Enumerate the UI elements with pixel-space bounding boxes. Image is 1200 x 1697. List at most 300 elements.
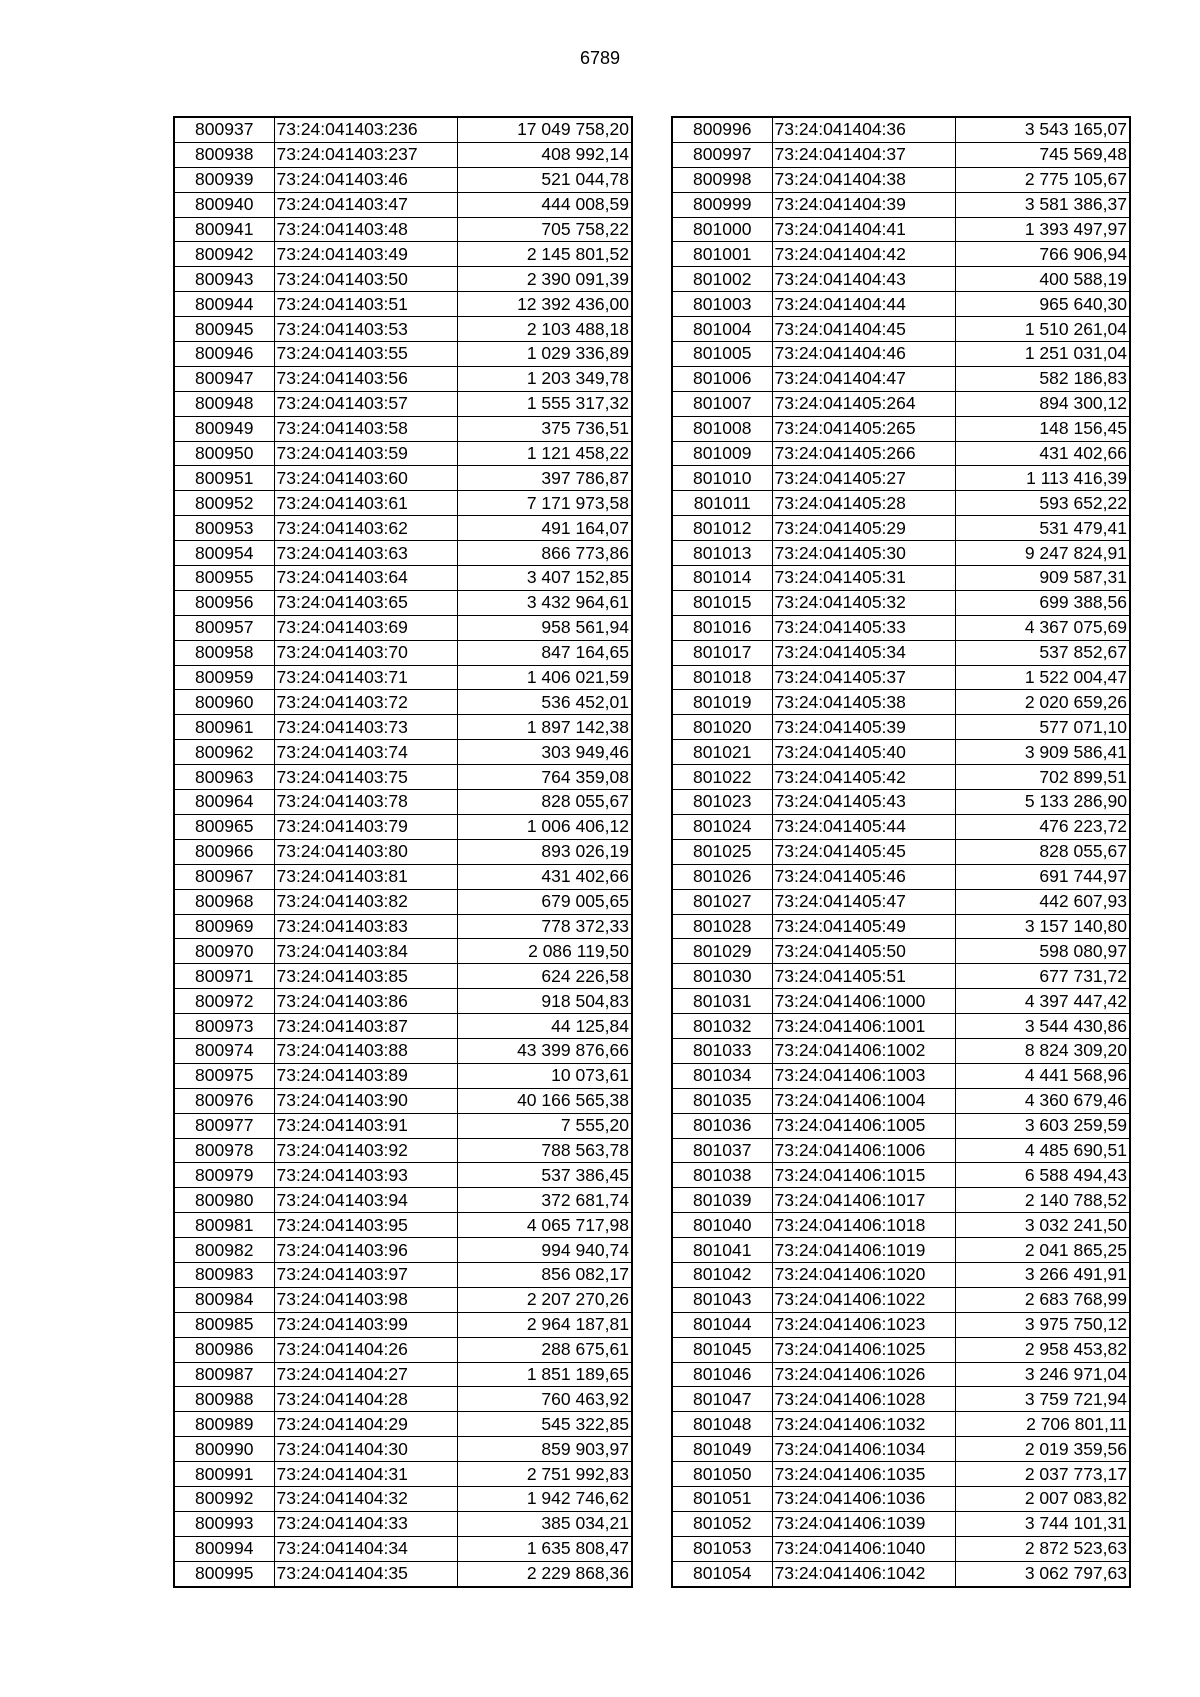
value-cell: 677 731,72 bbox=[955, 964, 1130, 989]
cadastral-number-cell: 73:24:041406:1025 bbox=[772, 1337, 955, 1362]
value-cell: 1 510 261,04 bbox=[955, 317, 1130, 342]
value-cell: 828 055,67 bbox=[457, 790, 632, 815]
row-number-cell: 800976 bbox=[174, 1088, 274, 1113]
value-cell: 2 037 773,17 bbox=[955, 1462, 1130, 1487]
value-cell: 3 157 140,80 bbox=[955, 914, 1130, 939]
row-number-cell: 800987 bbox=[174, 1362, 274, 1387]
table-row bbox=[174, 989, 632, 1014]
cadastral-number-cell: 73:24:041406:1028 bbox=[772, 1387, 955, 1412]
table-row bbox=[672, 1014, 1130, 1039]
table-row bbox=[174, 1536, 632, 1561]
cadastral-number-cell: 73:24:041405:45 bbox=[772, 839, 955, 864]
table-row bbox=[174, 1188, 632, 1213]
row-number-cell: 800998 bbox=[672, 167, 772, 192]
row-number-cell: 801019 bbox=[672, 690, 772, 715]
row-number-cell: 800968 bbox=[174, 889, 274, 914]
row-number-cell: 800967 bbox=[174, 864, 274, 889]
row-number-cell: 801048 bbox=[672, 1412, 772, 1437]
value-cell: 1 635 808,47 bbox=[457, 1536, 632, 1561]
row-number-cell: 800962 bbox=[174, 740, 274, 765]
cadastral-number-cell: 73:24:041405:33 bbox=[772, 615, 955, 640]
value-cell: 766 906,94 bbox=[955, 242, 1130, 267]
value-cell: 3 544 430,86 bbox=[955, 1014, 1130, 1039]
cadastral-number-cell: 73:24:041405:44 bbox=[772, 814, 955, 839]
cadastral-number-cell: 73:24:041403:93 bbox=[274, 1163, 457, 1188]
cadastral-number-cell: 73:24:041405:37 bbox=[772, 665, 955, 690]
value-cell: 3 543 165,07 bbox=[955, 117, 1130, 142]
table-row bbox=[672, 1312, 1130, 1337]
value-cell: 958 561,94 bbox=[457, 615, 632, 640]
row-number-cell: 801010 bbox=[672, 466, 772, 491]
registry-table-right bbox=[671, 116, 1131, 1588]
row-number-cell: 800970 bbox=[174, 939, 274, 964]
table-row bbox=[672, 939, 1130, 964]
table-row bbox=[174, 914, 632, 939]
registry-table-left bbox=[173, 116, 633, 1588]
row-number-cell: 801039 bbox=[672, 1188, 772, 1213]
row-number-cell: 801037 bbox=[672, 1138, 772, 1163]
cadastral-number-cell: 73:24:041403:51 bbox=[274, 292, 457, 317]
value-cell: 2 019 359,56 bbox=[955, 1437, 1130, 1462]
table-row bbox=[672, 466, 1130, 491]
row-number-cell: 801033 bbox=[672, 1038, 772, 1063]
cadastral-number-cell: 73:24:041404:32 bbox=[274, 1486, 457, 1511]
value-cell: 1 029 336,89 bbox=[457, 342, 632, 367]
cadastral-number-cell: 73:24:041403:69 bbox=[274, 615, 457, 640]
value-cell: 909 587,31 bbox=[955, 566, 1130, 591]
cadastral-number-cell: 73:24:041403:71 bbox=[274, 665, 457, 690]
row-number-cell: 801007 bbox=[672, 391, 772, 416]
cadastral-number-cell: 73:24:041403:49 bbox=[274, 242, 457, 267]
row-number-cell: 801047 bbox=[672, 1387, 772, 1412]
value-cell: 4 485 690,51 bbox=[955, 1138, 1130, 1163]
table-row bbox=[672, 839, 1130, 864]
value-cell: 2 145 801,52 bbox=[457, 242, 632, 267]
cadastral-number-cell: 73:24:041403:83 bbox=[274, 914, 457, 939]
cadastral-number-cell: 73:24:041403:82 bbox=[274, 889, 457, 914]
row-number-cell: 800963 bbox=[174, 765, 274, 790]
row-number-cell: 801005 bbox=[672, 342, 772, 367]
cadastral-number-cell: 73:24:041403:73 bbox=[274, 715, 457, 740]
value-cell: 859 903,97 bbox=[457, 1437, 632, 1462]
value-cell: 536 452,01 bbox=[457, 690, 632, 715]
table-row bbox=[672, 441, 1130, 466]
row-number-cell: 800945 bbox=[174, 317, 274, 342]
table-row bbox=[672, 715, 1130, 740]
value-cell: 2 775 105,67 bbox=[955, 167, 1130, 192]
table-row bbox=[174, 491, 632, 516]
row-number-cell: 800992 bbox=[174, 1486, 274, 1511]
table-row bbox=[174, 640, 632, 665]
table-row bbox=[672, 665, 1130, 690]
value-cell: 1 522 004,47 bbox=[955, 665, 1130, 690]
value-cell: 847 164,65 bbox=[457, 640, 632, 665]
table-row bbox=[174, 1462, 632, 1487]
cadastral-number-cell: 73:24:041404:42 bbox=[772, 242, 955, 267]
cadastral-number-cell: 73:24:041403:50 bbox=[274, 267, 457, 292]
cadastral-number-cell: 73:24:041403:81 bbox=[274, 864, 457, 889]
value-cell: 778 372,33 bbox=[457, 914, 632, 939]
table-row bbox=[174, 864, 632, 889]
cadastral-number-cell: 73:24:041406:1039 bbox=[772, 1511, 955, 1536]
value-cell: 2 706 801,11 bbox=[955, 1412, 1130, 1437]
cadastral-number-cell: 73:24:041403:70 bbox=[274, 640, 457, 665]
row-number-cell: 801001 bbox=[672, 242, 772, 267]
row-number-cell: 800954 bbox=[174, 541, 274, 566]
value-cell: 9 247 824,91 bbox=[955, 541, 1130, 566]
row-number-cell: 800971 bbox=[174, 964, 274, 989]
row-number-cell: 801036 bbox=[672, 1113, 772, 1138]
cadastral-number-cell: 73:24:041405:42 bbox=[772, 765, 955, 790]
value-cell: 44 125,84 bbox=[457, 1014, 632, 1039]
row-number-cell: 800985 bbox=[174, 1312, 274, 1337]
row-number-cell: 801040 bbox=[672, 1213, 772, 1238]
table-row bbox=[672, 989, 1130, 1014]
value-cell: 442 607,93 bbox=[955, 889, 1130, 914]
value-cell: 148 156,45 bbox=[955, 416, 1130, 441]
table-row bbox=[672, 242, 1130, 267]
row-number-cell: 800956 bbox=[174, 590, 274, 615]
cadastral-number-cell: 73:24:041404:36 bbox=[772, 117, 955, 142]
row-number-cell: 801017 bbox=[672, 640, 772, 665]
cadastral-number-cell: 73:24:041406:1015 bbox=[772, 1163, 955, 1188]
row-number-cell: 801042 bbox=[672, 1262, 772, 1287]
row-number-cell: 801021 bbox=[672, 740, 772, 765]
table-row bbox=[672, 267, 1130, 292]
table-row bbox=[672, 690, 1130, 715]
cadastral-number-cell: 73:24:041404:26 bbox=[274, 1337, 457, 1362]
cadastral-number-cell: 73:24:041405:264 bbox=[772, 391, 955, 416]
cadastral-number-cell: 73:24:041405:34 bbox=[772, 640, 955, 665]
value-cell: 2 103 488,18 bbox=[457, 317, 632, 342]
cadastral-number-cell: 73:24:041406:1001 bbox=[772, 1014, 955, 1039]
cadastral-number-cell: 73:24:041404:28 bbox=[274, 1387, 457, 1412]
table-row bbox=[174, 964, 632, 989]
row-number-cell: 801006 bbox=[672, 366, 772, 391]
cadastral-number-cell: 73:24:041404:47 bbox=[772, 366, 955, 391]
table-row bbox=[672, 1511, 1130, 1536]
table-row bbox=[672, 1213, 1130, 1238]
value-cell: 3 432 964,61 bbox=[457, 590, 632, 615]
value-cell: 385 034,21 bbox=[457, 1511, 632, 1536]
row-number-cell: 801015 bbox=[672, 590, 772, 615]
table-row bbox=[174, 814, 632, 839]
cadastral-number-cell: 73:24:041405:30 bbox=[772, 541, 955, 566]
value-cell: 4 397 447,42 bbox=[955, 989, 1130, 1014]
value-cell: 2 207 270,26 bbox=[457, 1287, 632, 1312]
cadastral-number-cell: 73:24:041403:64 bbox=[274, 566, 457, 591]
cadastral-number-cell: 73:24:041403:80 bbox=[274, 839, 457, 864]
row-number-cell: 800993 bbox=[174, 1511, 274, 1536]
value-cell: 4 360 679,46 bbox=[955, 1088, 1130, 1113]
value-cell: 866 773,86 bbox=[457, 541, 632, 566]
value-cell: 3 032 241,50 bbox=[955, 1213, 1130, 1238]
value-cell: 1 555 317,32 bbox=[457, 391, 632, 416]
value-cell: 760 463,92 bbox=[457, 1387, 632, 1412]
row-number-cell: 800991 bbox=[174, 1462, 274, 1487]
cadastral-number-cell: 73:24:041405:49 bbox=[772, 914, 955, 939]
cadastral-number-cell: 73:24:041403:94 bbox=[274, 1188, 457, 1213]
row-number-cell: 800983 bbox=[174, 1262, 274, 1287]
value-cell: 3 581 386,37 bbox=[955, 192, 1130, 217]
table-row bbox=[174, 566, 632, 591]
value-cell: 431 402,66 bbox=[457, 864, 632, 889]
row-number-cell: 800952 bbox=[174, 491, 274, 516]
row-number-cell: 800981 bbox=[174, 1213, 274, 1238]
table-row bbox=[672, 1163, 1130, 1188]
table-row bbox=[174, 342, 632, 367]
row-number-cell: 800999 bbox=[672, 192, 772, 217]
cadastral-number-cell: 73:24:041404:41 bbox=[772, 217, 955, 242]
row-number-cell: 801008 bbox=[672, 416, 772, 441]
table-row bbox=[174, 1113, 632, 1138]
value-cell: 1 406 021,59 bbox=[457, 665, 632, 690]
page-number: 6789 bbox=[579, 48, 621, 68]
row-number-cell: 800957 bbox=[174, 615, 274, 640]
table-row bbox=[174, 192, 632, 217]
table-row bbox=[672, 1462, 1130, 1487]
row-number-cell: 800973 bbox=[174, 1014, 274, 1039]
table-row bbox=[174, 590, 632, 615]
cadastral-number-cell: 73:24:041406:1019 bbox=[772, 1238, 955, 1263]
cadastral-number-cell: 73:24:041403:74 bbox=[274, 740, 457, 765]
value-cell: 43 399 876,66 bbox=[457, 1038, 632, 1063]
cadastral-number-cell: 73:24:041405:266 bbox=[772, 441, 955, 466]
row-number-cell: 800958 bbox=[174, 640, 274, 665]
table-row bbox=[672, 765, 1130, 790]
table-row bbox=[174, 790, 632, 815]
row-number-cell: 801012 bbox=[672, 516, 772, 541]
table-row bbox=[174, 1262, 632, 1287]
cadastral-number-cell: 73:24:041406:1018 bbox=[772, 1213, 955, 1238]
cadastral-number-cell: 73:24:041405:27 bbox=[772, 466, 955, 491]
value-cell: 2 041 865,25 bbox=[955, 1238, 1130, 1263]
row-number-cell: 800951 bbox=[174, 466, 274, 491]
cadastral-number-cell: 73:24:041403:46 bbox=[274, 167, 457, 192]
table-row bbox=[672, 342, 1130, 367]
cadastral-number-cell: 73:24:041403:47 bbox=[274, 192, 457, 217]
value-cell: 1 121 458,22 bbox=[457, 441, 632, 466]
row-number-cell: 800942 bbox=[174, 242, 274, 267]
cadastral-number-cell: 73:24:041406:1032 bbox=[772, 1412, 955, 1437]
table-row bbox=[174, 267, 632, 292]
row-number-cell: 801014 bbox=[672, 566, 772, 591]
cadastral-number-cell: 73:24:041405:47 bbox=[772, 889, 955, 914]
table-row bbox=[174, 1038, 632, 1063]
value-cell: 1 942 746,62 bbox=[457, 1486, 632, 1511]
table-row bbox=[672, 1412, 1130, 1437]
table-row bbox=[672, 416, 1130, 441]
table-row bbox=[174, 740, 632, 765]
row-number-cell: 800964 bbox=[174, 790, 274, 815]
table-row bbox=[672, 217, 1130, 242]
cadastral-number-cell: 73:24:041405:265 bbox=[772, 416, 955, 441]
value-cell: 828 055,67 bbox=[955, 839, 1130, 864]
table-row bbox=[672, 1561, 1130, 1586]
cadastral-number-cell: 73:24:041406:1005 bbox=[772, 1113, 955, 1138]
table-row bbox=[672, 167, 1130, 192]
row-number-cell: 800941 bbox=[174, 217, 274, 242]
table-row bbox=[672, 1486, 1130, 1511]
cadastral-number-cell: 73:24:041404:39 bbox=[772, 192, 955, 217]
row-number-cell: 800939 bbox=[174, 167, 274, 192]
value-cell: 2 958 453,82 bbox=[955, 1337, 1130, 1362]
row-number-cell: 800948 bbox=[174, 391, 274, 416]
row-number-cell: 801053 bbox=[672, 1536, 772, 1561]
value-cell: 582 186,83 bbox=[955, 366, 1130, 391]
row-number-cell: 801046 bbox=[672, 1362, 772, 1387]
value-cell: 372 681,74 bbox=[457, 1188, 632, 1213]
table-row bbox=[672, 117, 1130, 142]
cadastral-number-cell: 73:24:041406:1004 bbox=[772, 1088, 955, 1113]
value-cell: 2 007 083,82 bbox=[955, 1486, 1130, 1511]
value-cell: 1 006 406,12 bbox=[457, 814, 632, 839]
row-number-cell: 800943 bbox=[174, 267, 274, 292]
table-row bbox=[174, 765, 632, 790]
registry-table-left-body bbox=[174, 117, 632, 1587]
value-cell: 2 751 992,83 bbox=[457, 1462, 632, 1487]
table-row bbox=[174, 1088, 632, 1113]
table-row bbox=[672, 1038, 1130, 1063]
cadastral-number-cell: 73:24:041403:96 bbox=[274, 1238, 457, 1263]
cadastral-number-cell: 73:24:041405:29 bbox=[772, 516, 955, 541]
table-row bbox=[174, 715, 632, 740]
table-row bbox=[174, 939, 632, 964]
cadastral-number-cell: 73:24:041405:31 bbox=[772, 566, 955, 591]
row-number-cell: 800940 bbox=[174, 192, 274, 217]
row-number-cell: 800960 bbox=[174, 690, 274, 715]
row-number-cell: 800965 bbox=[174, 814, 274, 839]
value-cell: 7 555,20 bbox=[457, 1113, 632, 1138]
cadastral-number-cell: 73:24:041403:92 bbox=[274, 1138, 457, 1163]
row-number-cell: 801013 bbox=[672, 541, 772, 566]
cadastral-number-cell: 73:24:041404:37 bbox=[772, 142, 955, 167]
table-row bbox=[672, 516, 1130, 541]
cadastral-number-cell: 73:24:041405:43 bbox=[772, 790, 955, 815]
cadastral-number-cell: 73:24:041405:38 bbox=[772, 690, 955, 715]
cadastral-number-cell: 73:24:041403:61 bbox=[274, 491, 457, 516]
row-number-cell: 800953 bbox=[174, 516, 274, 541]
cadastral-number-cell: 73:24:041403:88 bbox=[274, 1038, 457, 1063]
row-number-cell: 801045 bbox=[672, 1337, 772, 1362]
table-row bbox=[672, 1536, 1130, 1561]
value-cell: 4 441 568,96 bbox=[955, 1063, 1130, 1088]
value-cell: 400 588,19 bbox=[955, 267, 1130, 292]
cadastral-number-cell: 73:24:041403:95 bbox=[274, 1213, 457, 1238]
cadastral-number-cell: 73:24:041404:31 bbox=[274, 1462, 457, 1487]
cadastral-number-cell: 73:24:041403:65 bbox=[274, 590, 457, 615]
value-cell: 893 026,19 bbox=[457, 839, 632, 864]
cadastral-number-cell: 73:24:041406:1026 bbox=[772, 1362, 955, 1387]
value-cell: 3 909 586,41 bbox=[955, 740, 1130, 765]
table-row bbox=[672, 1238, 1130, 1263]
cadastral-number-cell: 73:24:041405:51 bbox=[772, 964, 955, 989]
row-number-cell: 800996 bbox=[672, 117, 772, 142]
table-row bbox=[174, 1486, 632, 1511]
cadastral-number-cell: 73:24:041404:46 bbox=[772, 342, 955, 367]
value-cell: 3 407 152,85 bbox=[457, 566, 632, 591]
table-row bbox=[174, 416, 632, 441]
row-number-cell: 800937 bbox=[174, 117, 274, 142]
row-number-cell: 801035 bbox=[672, 1088, 772, 1113]
cadastral-number-cell: 73:24:041404:27 bbox=[274, 1362, 457, 1387]
cadastral-number-cell: 73:24:041406:1034 bbox=[772, 1437, 955, 1462]
table-row bbox=[174, 217, 632, 242]
table-row bbox=[174, 1238, 632, 1263]
row-number-cell: 800978 bbox=[174, 1138, 274, 1163]
table-row bbox=[672, 790, 1130, 815]
value-cell: 2 390 091,39 bbox=[457, 267, 632, 292]
row-number-cell: 801054 bbox=[672, 1561, 772, 1586]
row-number-cell: 801038 bbox=[672, 1163, 772, 1188]
value-cell: 702 899,51 bbox=[955, 765, 1130, 790]
table-row bbox=[174, 117, 632, 142]
value-cell: 408 992,14 bbox=[457, 142, 632, 167]
table-row bbox=[672, 192, 1130, 217]
value-cell: 6 588 494,43 bbox=[955, 1163, 1130, 1188]
row-number-cell: 800977 bbox=[174, 1113, 274, 1138]
value-cell: 288 675,61 bbox=[457, 1337, 632, 1362]
value-cell: 2 020 659,26 bbox=[955, 690, 1130, 715]
cadastral-number-cell: 73:24:041403:87 bbox=[274, 1014, 457, 1039]
value-cell: 1 897 142,38 bbox=[457, 715, 632, 740]
table-row bbox=[174, 1063, 632, 1088]
cadastral-number-cell: 73:24:041403:84 bbox=[274, 939, 457, 964]
row-number-cell: 801018 bbox=[672, 665, 772, 690]
cadastral-number-cell: 73:24:041403:85 bbox=[274, 964, 457, 989]
row-number-cell: 801028 bbox=[672, 914, 772, 939]
cadastral-number-cell: 73:24:041405:50 bbox=[772, 939, 955, 964]
table-row bbox=[174, 1287, 632, 1312]
value-cell: 745 569,48 bbox=[955, 142, 1130, 167]
row-number-cell: 800974 bbox=[174, 1038, 274, 1063]
value-cell: 1 851 189,65 bbox=[457, 1362, 632, 1387]
value-cell: 2 872 523,63 bbox=[955, 1536, 1130, 1561]
cadastral-number-cell: 73:24:041405:39 bbox=[772, 715, 955, 740]
table-row bbox=[174, 466, 632, 491]
cadastral-number-cell: 73:24:041406:1002 bbox=[772, 1038, 955, 1063]
row-number-cell: 801052 bbox=[672, 1511, 772, 1536]
table-row bbox=[174, 1561, 632, 1586]
row-number-cell: 800950 bbox=[174, 441, 274, 466]
value-cell: 10 073,61 bbox=[457, 1063, 632, 1088]
row-number-cell: 801031 bbox=[672, 989, 772, 1014]
value-cell: 593 652,22 bbox=[955, 491, 1130, 516]
cadastral-number-cell: 73:24:041406:1023 bbox=[772, 1312, 955, 1337]
table-row bbox=[174, 516, 632, 541]
registry-table-right-body bbox=[672, 117, 1130, 1587]
row-number-cell: 800947 bbox=[174, 366, 274, 391]
value-cell: 3 246 971,04 bbox=[955, 1362, 1130, 1387]
table-row bbox=[672, 1188, 1130, 1213]
table-row bbox=[672, 566, 1130, 591]
row-number-cell: 801041 bbox=[672, 1238, 772, 1263]
value-cell: 40 166 565,38 bbox=[457, 1088, 632, 1113]
cadastral-number-cell: 73:24:041403:237 bbox=[274, 142, 457, 167]
value-cell: 679 005,65 bbox=[457, 889, 632, 914]
row-number-cell: 801011 bbox=[672, 491, 772, 516]
table-row bbox=[174, 1163, 632, 1188]
row-number-cell: 800949 bbox=[174, 416, 274, 441]
value-cell: 537 386,45 bbox=[457, 1163, 632, 1188]
cadastral-number-cell: 73:24:041405:40 bbox=[772, 740, 955, 765]
cadastral-number-cell: 73:24:041403:56 bbox=[274, 366, 457, 391]
table-row bbox=[174, 292, 632, 317]
table-row bbox=[672, 491, 1130, 516]
value-cell: 3 744 101,31 bbox=[955, 1511, 1130, 1536]
table-row bbox=[672, 964, 1130, 989]
value-cell: 894 300,12 bbox=[955, 391, 1130, 416]
